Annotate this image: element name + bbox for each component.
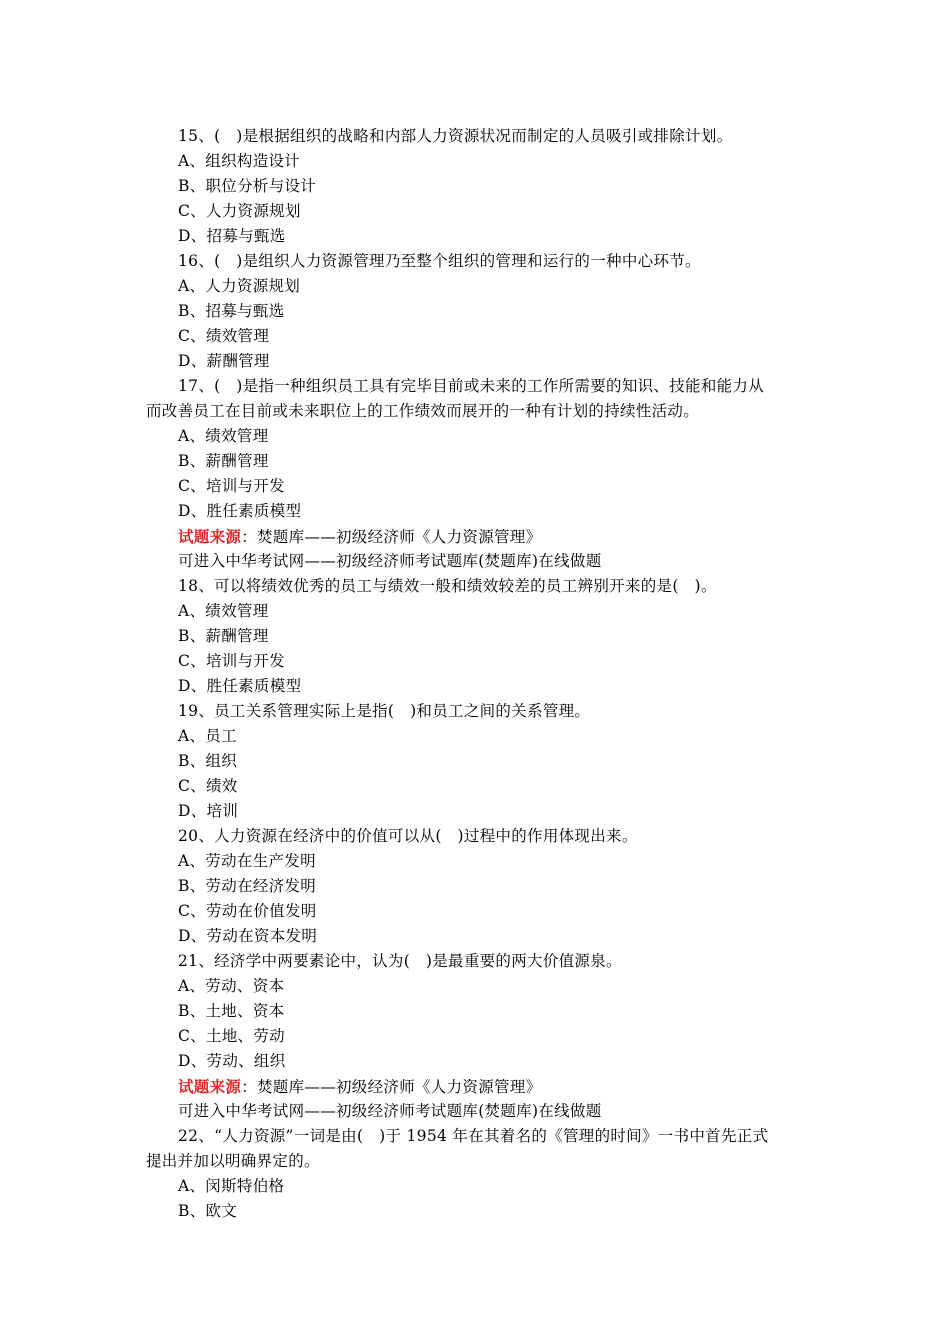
question-17-option-c: C、培训与开发	[178, 477, 285, 495]
question-19-option-d: D、培训	[178, 802, 239, 820]
question-22-option-b: B、欧文	[178, 1202, 238, 1220]
question-20-stem: 20、人力资源在经济中的价值可以从( )过程中的作用体现出来。	[178, 827, 638, 845]
question-18-option-a: A、绩效管理	[178, 602, 269, 620]
question-17-option-d: D、胜任素质模型	[178, 502, 302, 520]
question-19-stem: 19、员工关系管理实际上是指( )和员工之间的关系管理。	[178, 702, 591, 720]
question-16-option-a: A、人力资源规划	[178, 277, 301, 295]
question-20-option-a: A、劳动在生产发明	[178, 852, 316, 870]
source-note-2	[0, 1074, 950, 1099]
question-17-option-b: B、薪酬管理	[178, 452, 269, 470]
source-text: ：焚题库——初级经济师《人力资源管理》	[241, 1078, 542, 1096]
question-18-stem: 18、可以将绩效优秀的员工与绩效一般和绩效较差的员工辨别开来的是( )。	[178, 577, 717, 595]
question-17-stem-continued: 而改善员工在目前或未来职位上的工作绩效而展开的一种有计划的持续性活动。	[146, 402, 700, 420]
question-20-option-c: C、劳动在价值发明	[178, 902, 317, 920]
question-18-option-d: D、胜任素质模型	[178, 677, 302, 695]
question-15-option-b: B、职位分析与设计	[178, 177, 317, 195]
question-16-stem: 16、( )是组织人力资源管理乃至整个组织的管理和运行的一种中心环节。	[178, 252, 701, 270]
question-16-option-d: D、薪酬管理	[178, 352, 270, 370]
question-16-option-b: B、招募与甄选	[178, 302, 285, 320]
question-21-stem: 21、经济学中两要素论中，认为( )是最重要的两大价值源泉。	[178, 952, 622, 970]
source-label: 试题来源	[178, 1077, 242, 1096]
question-22-option-a: A、闵斯特伯格	[178, 1177, 285, 1195]
question-15-option-a: A、组织构造设计	[178, 152, 301, 170]
question-17-option-a: A、绩效管理	[178, 427, 269, 445]
question-20-option-d: D、劳动在资本发明	[178, 927, 318, 945]
question-22-stem: 22、“人力资源”一词是由( )于 1954 年在其着名的《管理的时间》一书中首先正式	[178, 1127, 769, 1145]
question-19-option-c: C、绩效	[178, 777, 238, 795]
source-label: 试题来源	[178, 527, 242, 546]
question-19-option-b: B、组织	[178, 752, 238, 770]
question-15-option-d: D、招募与甄选	[178, 227, 286, 245]
online-practice-link-1[interactable]: 可进入中华考试网——初级经济师考试题库(焚题库)在线做题	[178, 552, 602, 570]
question-22-stem-continued: 提出并加以明确界定的。	[146, 1152, 320, 1170]
question-21-option-d: D、劳动、组织	[178, 1052, 286, 1070]
question-20-option-b: B、劳动在经济发明	[178, 877, 317, 895]
document-page	[0, 124, 950, 1224]
question-15-stem: 15、( )是根据组织的战略和内部人力资源状况而制定的人员吸引或排除计划。	[178, 127, 733, 145]
question-21-option-b: B、土地、资本	[178, 1002, 285, 1020]
question-18-option-b: B、薪酬管理	[178, 627, 269, 645]
question-19-option-a: A、员工	[178, 727, 237, 745]
source-note-1	[0, 524, 950, 549]
question-21-option-a: A、劳动、资本	[178, 977, 285, 995]
source-text: ：焚题库——初级经济师《人力资源管理》	[241, 528, 542, 546]
question-15-option-c: C、人力资源规划	[178, 202, 301, 220]
question-16-option-c: C、绩效管理	[178, 327, 270, 345]
question-17-stem: 17、( )是指一种组织员工具有完毕目前或未来的工作所需要的知识、技能和能力从	[178, 377, 765, 395]
online-practice-link-2[interactable]: 可进入中华考试网——初级经济师考试题库(焚题库)在线做题	[178, 1102, 602, 1120]
question-21-option-c: C、土地、劳动	[178, 1027, 285, 1045]
question-18-option-c: C、培训与开发	[178, 652, 285, 670]
